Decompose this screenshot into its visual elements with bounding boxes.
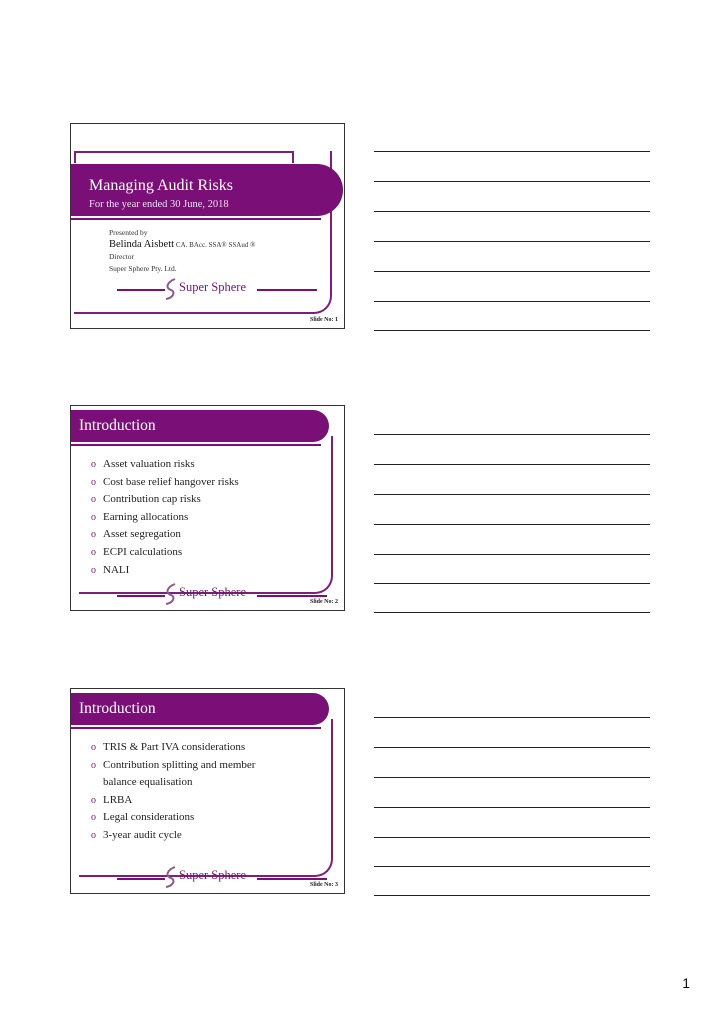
bullet-glyph: o	[91, 459, 96, 470]
presenter-role: Director	[109, 252, 134, 261]
bullet-glyph: o	[91, 759, 96, 771]
super-sphere-logo	[163, 866, 283, 888]
slide-title: Managing Audit Risks	[89, 177, 234, 194]
title-underline	[71, 727, 321, 729]
logo-text: Super Sphere	[179, 280, 246, 294]
bullet-list	[91, 739, 255, 845]
bullet-list	[91, 456, 239, 579]
list-item: o Asset valuation risks	[91, 456, 239, 474]
sphere-swirl-icon	[163, 866, 179, 888]
list-item: o Earning allocations	[91, 509, 239, 527]
note-line	[374, 151, 650, 152]
title-band	[71, 410, 329, 442]
note-line	[374, 583, 650, 584]
presenter-block	[109, 227, 255, 275]
title-underline	[71, 218, 321, 220]
list-item: o Cost base relief hangover risks	[91, 474, 239, 492]
note-line	[374, 747, 650, 748]
list-item-continuation: balance equalisation	[103, 776, 193, 789]
list-item: o 3-year audit cycle	[91, 827, 255, 845]
slide-2	[70, 405, 345, 611]
list-item: o ECPI calculations	[91, 544, 239, 562]
note-line	[374, 866, 650, 867]
bullet-glyph: o	[91, 529, 96, 541]
slide-subtitle: For the year ended 30 June, 2018	[89, 199, 229, 210]
bullet-glyph: o	[91, 794, 96, 806]
list-item: o TRIS & Part IVA considerations	[91, 739, 255, 757]
logo-text: Super Sphere	[179, 868, 246, 882]
slide-number: Slide No: 3	[309, 882, 338, 888]
note-line	[374, 494, 650, 495]
note-line	[374, 554, 650, 555]
presenter-name: Belinda Aisbett	[109, 239, 175, 250]
note-line	[374, 434, 650, 435]
slide-number: Slide No: 2	[309, 599, 338, 605]
list-item: o LRBA	[91, 792, 255, 810]
list-item: o Asset segregation	[91, 526, 239, 544]
slide-title: Introduction	[79, 417, 156, 434]
sphere-swirl-icon	[163, 278, 179, 300]
logo-text: Super Sphere	[179, 585, 246, 599]
title-underline	[71, 444, 321, 446]
note-line	[374, 807, 650, 808]
note-line	[374, 717, 650, 718]
company-name: Super Sphere Pty. Ltd.	[109, 264, 177, 273]
note-line	[374, 464, 650, 465]
bullet-glyph: o	[91, 564, 96, 576]
list-item: o Contribution cap risks	[91, 491, 239, 509]
slide-title: Introduction	[79, 700, 156, 717]
note-line	[374, 524, 650, 525]
note-line	[374, 330, 650, 331]
bullet-glyph: o	[91, 742, 96, 753]
list-item: o Legal considerations	[91, 809, 255, 827]
page-number: 1	[682, 975, 690, 991]
list-item: o NALI	[91, 562, 239, 580]
super-sphere-logo	[163, 278, 283, 300]
slide-1	[70, 123, 345, 329]
note-line	[374, 241, 650, 242]
note-line	[374, 211, 650, 212]
note-line	[374, 301, 650, 302]
sphere-swirl-icon	[163, 583, 179, 605]
slide-3	[70, 688, 345, 894]
bullet-glyph: o	[91, 494, 96, 506]
bullet-glyph: o	[91, 812, 96, 824]
bullet-glyph: o	[91, 829, 96, 841]
slide-number: Slide No: 1	[309, 317, 338, 323]
note-line	[374, 612, 650, 613]
bullet-glyph: o	[91, 511, 96, 523]
note-line	[374, 271, 650, 272]
note-line	[374, 895, 650, 896]
title-band	[71, 693, 329, 725]
super-sphere-logo	[163, 583, 283, 605]
logo-rule-left	[117, 595, 165, 597]
note-line	[374, 777, 650, 778]
bullet-glyph: o	[91, 546, 96, 558]
presented-by-label: Presented by	[109, 228, 148, 237]
note-line	[374, 837, 650, 838]
list-item: o Contribution splitting and member	[91, 757, 255, 775]
presenter-credentials: CA. BAcc. SSA® SSAud ®	[175, 241, 256, 249]
title-band	[71, 164, 343, 216]
note-line	[374, 181, 650, 182]
logo-rule-left	[117, 289, 165, 291]
bullet-glyph: o	[91, 476, 96, 488]
logo-rule-left	[117, 878, 165, 880]
